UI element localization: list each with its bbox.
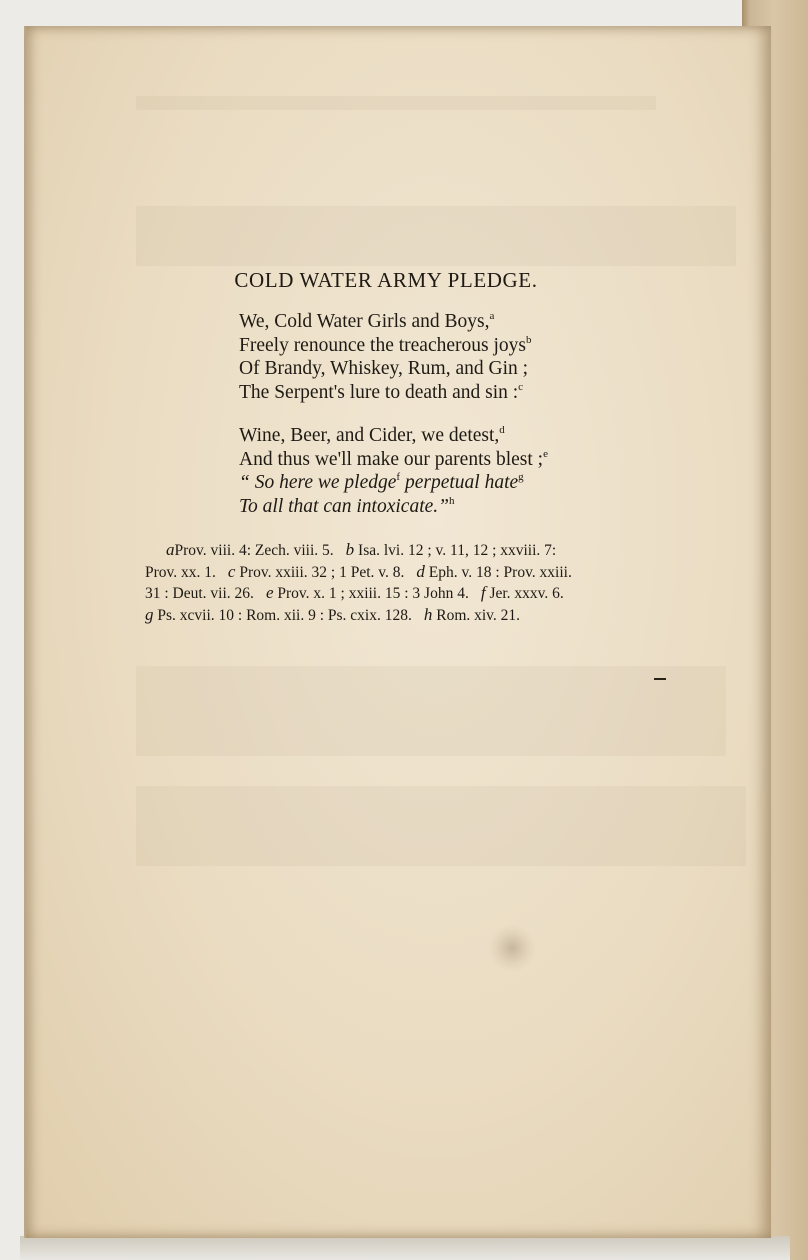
- footnote-ref: e: [543, 447, 548, 460]
- footnote-ref: a: [489, 310, 495, 322]
- verse-line: We, Cold Water Girls and Boys,$^a$: [239, 310, 495, 332]
- footnote-key: b: [345, 540, 355, 559]
- show-through-text: [136, 206, 736, 266]
- footnote-ref: d: [499, 424, 505, 436]
- footnote-key: e: [265, 583, 274, 602]
- verse-line: Of Brandy, Whiskey, Rum, and Gin ;: [239, 358, 529, 379]
- show-through-text: [136, 786, 746, 866]
- show-through-text: [136, 96, 656, 110]
- footnote-line: g Ps. xcvii. 10 : Rom. xii. 9 : Ps. cxix. 128. h Rom. xiv. 21.: [145, 604, 521, 624]
- footnote-key: d: [416, 561, 425, 581]
- footnote-key: f: [480, 583, 486, 602]
- verse-line: Freely renounce the treacherous joys$^b$: [239, 333, 532, 356]
- verse-line: “ So here we pledge$^f$ perpetual hate$^g$: [239, 471, 524, 493]
- page-bottom-shadow: [20, 1236, 790, 1260]
- paper-stain: [488, 924, 536, 972]
- footnote-key: a: [166, 540, 175, 559]
- footnote-ref: f: [396, 471, 401, 483]
- footnote-key: c: [227, 561, 236, 581]
- footnote-line: Prov. xx. 1. c Prov. xxiii. 32 ; 1 Pet. v. 8. d Eph. v. 18 : Prov. xxiii.: [145, 561, 572, 581]
- verse-line: Wine, Beer, and Cider, we detest,$^d$: [239, 424, 505, 446]
- page-title: COLD WATER ARMY PLEDGE.: [234, 268, 538, 292]
- verse-line: The Serpent's lure to death and sin :$^c$: [239, 380, 524, 403]
- footnote-key: h: [423, 604, 433, 624]
- footnote-ref: g: [518, 471, 524, 483]
- verse-line: To all that can intoxicate.”$^h$: [239, 494, 455, 517]
- ink-mark: [654, 678, 666, 680]
- footnote-key: g: [145, 604, 154, 624]
- footnote-line: aProv. viii. 4: Zech. viii. 5. b Isa. lvi. 12 ; v. 11, 12 ; xxviii. 7:: [166, 540, 557, 559]
- stanza-2: [239, 424, 548, 518]
- footnote-line: 31 : Deut. vii. 26. e Prov. x. 1 ; xxiii. 15 : 3 John 4. f Jer. xxxv. 6.: [145, 583, 564, 602]
- footnote-ref: b: [525, 333, 532, 346]
- footnote-ref: h: [449, 494, 455, 507]
- footnotes: [145, 540, 745, 626]
- footnote-ref: c: [518, 380, 524, 393]
- verse-line: And thus we'll make our parents blest ;$^e$: [239, 447, 548, 470]
- show-through-text: [136, 666, 726, 756]
- stanza-1: [239, 310, 531, 404]
- book-page: [24, 26, 771, 1238]
- page-content: [26, 26, 771, 1238]
